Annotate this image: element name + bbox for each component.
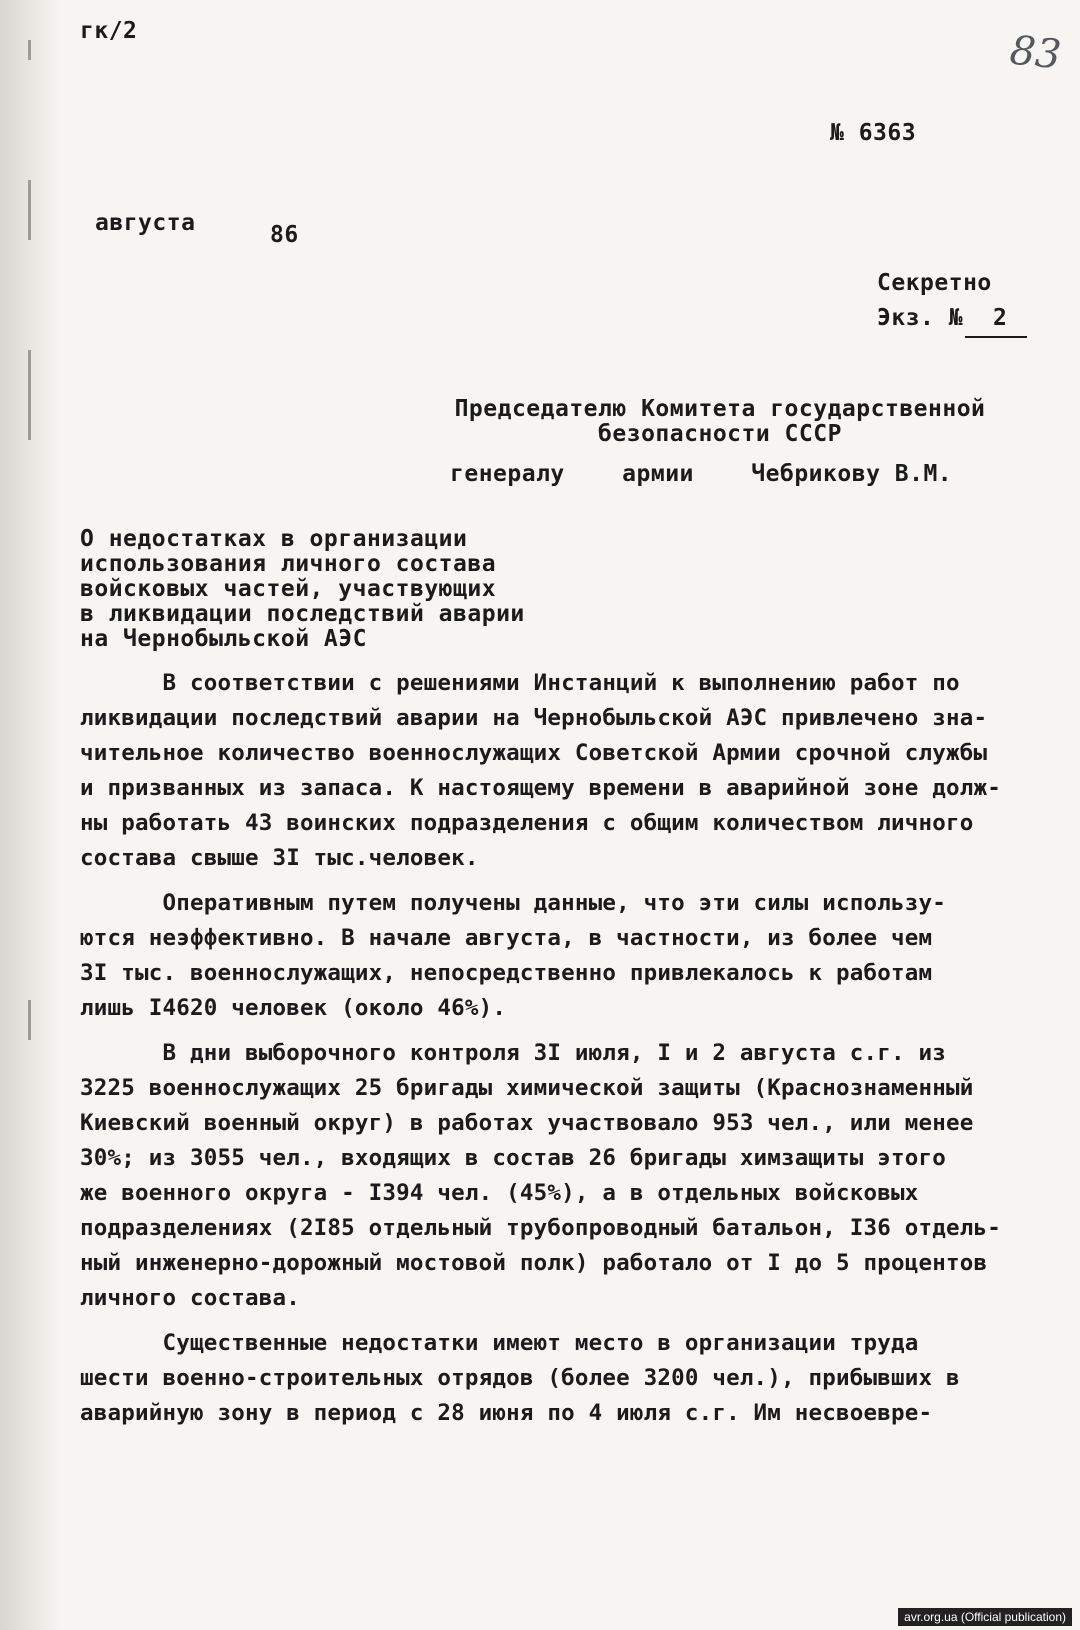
copy-number-label: Экз. № [877, 305, 964, 331]
page-edge-mark [28, 180, 31, 240]
body-line: шести военно-строительных отрядов (более 3200 чел.), прибывших в [80, 1365, 960, 1391]
addressee-line: генералу армии Чебрикову В.М. [450, 461, 953, 487]
handwritten-page-number: 83 [1007, 27, 1064, 79]
body-line: ются неэффективно. В начале августа, в частности, из более чем [80, 925, 933, 951]
body-line: лишь I4620 человек (около 46%). [80, 995, 507, 1021]
body-line: подразделениях (2I85 отдельный трубопроводный батальон, I36 отдель- [80, 1215, 1001, 1241]
body-line: чительное количество военнослужащих Советской Армии срочной службы [80, 740, 988, 766]
addressee-line: безопасности СССР [598, 421, 842, 447]
subject-line: О недостатках в организации [80, 526, 468, 552]
copy-number-underline [965, 336, 1027, 338]
body-line: 30%; из 3055 чел., входящих в состав 26 бригады химзащиты этого [80, 1145, 947, 1171]
body-line: 3225 военнослужащих 25 бригады химической защиты (Краснознаменный [80, 1075, 974, 1101]
subject-line: на Чернобыльской АЭС [80, 626, 367, 652]
body-line: и призванных из запаса. К настоящему времени в аварийной зоне долж- [80, 775, 1001, 801]
classification-secret: Секретно [877, 270, 992, 296]
body-line: ны работать 43 воинских подразделения с общим количеством личного [80, 810, 974, 836]
page-edge-mark [28, 350, 31, 440]
body-line: В дни выборочного контроля 3I июля, I и 2 августа с.г. из [80, 1040, 947, 1066]
body-line: Существенные недостатки имеют место в организации труда [80, 1330, 919, 1356]
page-edge-mark [28, 40, 31, 60]
subject-line: использования личного состава [80, 551, 497, 577]
date-month: августа [95, 210, 196, 236]
document-number: № 6363 [830, 120, 917, 146]
page-edge-mark [28, 1000, 31, 1040]
body-line: 3I тыс. военнослужащих, непосредственно привлекалось к работам [80, 960, 933, 986]
subject-line: войсковых частей, участвующих [80, 576, 497, 602]
addressee-line: Председателю Комитета государственной [454, 396, 986, 422]
subject-line: в ликвидации последствий аварии [80, 601, 525, 627]
header-code: гк/2 [80, 18, 138, 44]
source-watermark: avr.org.ua (Official publication) [898, 1608, 1072, 1626]
body-line: личного состава. [80, 1285, 300, 1311]
body-line: Киевский военный округ) в работах участвовало 953 чел., или менее [80, 1110, 974, 1136]
body-line: В соответствии с решениями Инстанций к выполнению работ по [80, 670, 960, 696]
date-year: 86 [270, 222, 299, 248]
copy-number-value: 2 [993, 305, 1008, 331]
body-line: состава свыше 3I тыс.человек. [80, 845, 479, 871]
body-line: аварийную зону в период с 28 июня по 4 июля с.г. Им несвоевре- [80, 1400, 933, 1426]
body-line: ный инженерно-дорожный мостовой полк) работало от I до 5 процентов [80, 1250, 988, 1276]
body-line: Оперативным путем получены данные, что эти силы использу- [80, 890, 947, 916]
body-line: же военного округа - I394 чел. (45%), а в отдельных войсковых [80, 1180, 919, 1206]
body-line: ликвидации последствий аварии на Чернобыльской АЭС привлечено зна- [80, 705, 988, 731]
